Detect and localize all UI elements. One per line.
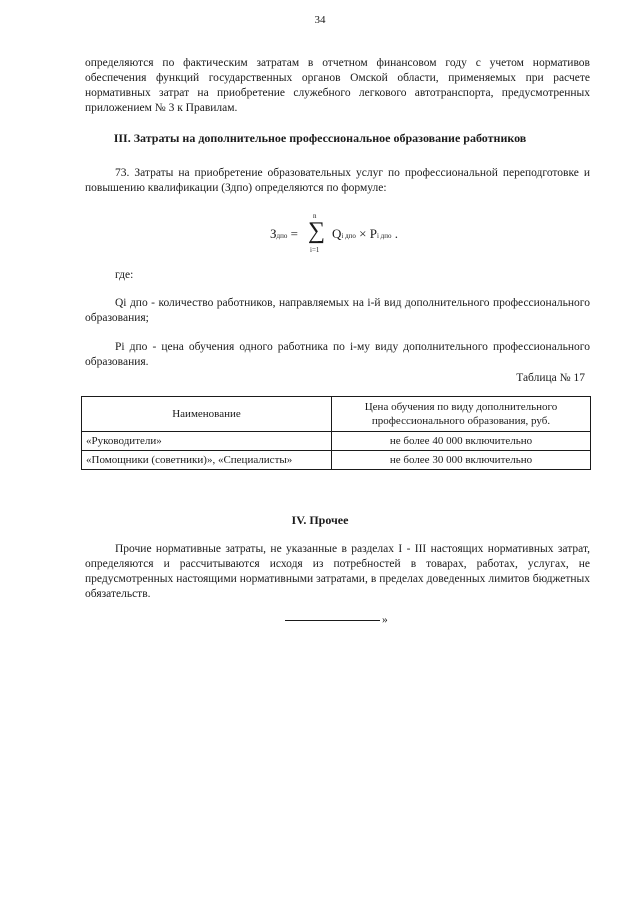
section-3-heading: III. Затраты на дополнительное профессиональное образование работников (113, 131, 527, 145)
formula-p-symbol: P (369, 226, 377, 241)
table-caption: Таблица № 17 (516, 372, 585, 384)
table-header-price: Цена обучения по виду дополнительного профессионального образования, руб. (332, 397, 591, 432)
definition-q: Qi дпо - количество работников, направляемых на i-й вид дополнительного профессионального образования; (85, 297, 590, 324)
closing-quote: » (382, 614, 388, 626)
table-cell-price: не более 30 000 включительно (332, 451, 591, 470)
where-label: где: (115, 269, 134, 281)
formula-q-subscript: i дпо (341, 232, 356, 240)
formula-sum-upper-limit: n (313, 212, 317, 220)
table-header-name: Наименование (82, 397, 332, 432)
formula-period: . (394, 226, 398, 241)
table-row (82, 451, 591, 470)
definition-p: Pi дпо - цена обучения одного работника по i-му виду дополнительного профессионального образования. (85, 341, 590, 368)
formula-lhs-symbol: З (270, 226, 277, 241)
formula-q-symbol: Q (332, 226, 342, 241)
table-row (82, 432, 591, 451)
intro-paragraph: определяются по фактическим затратам в отчетном финансовом году с учетом нормативов обеспечения функций государственных органов Омской области, применяемых при расчете нормативных затрат на приобретение служебного легкового автотранспорта, предусмотренных приложением № 3 к Правилам. (85, 57, 590, 114)
formula-p-subscript: i дпо (376, 232, 392, 240)
formula-rhs (332, 226, 398, 242)
cost-formula (270, 212, 470, 262)
formula-equals: = (290, 226, 298, 241)
section-4-heading: IV. Прочее (291, 513, 349, 527)
page-number: 34 (314, 14, 326, 26)
table-cell-category: «Помощники (советники)», «Специалисты» (82, 451, 332, 470)
closing-line (285, 614, 388, 626)
formula-times: × (359, 226, 367, 241)
table-cell-category: «Руководители» (82, 432, 332, 451)
table-cell-price: не более 40 000 включительно (332, 432, 591, 451)
closing-rule (285, 620, 380, 621)
training-cost-table (81, 396, 591, 470)
formula-sum-lower-limit: i=1 (310, 246, 320, 254)
paragraph-73: 73. Затраты на приобретение образовательных услуг по профессиональной переподготовке и повышению квалификации (Здпо) определяются по формуле: (85, 167, 590, 194)
formula-lhs (270, 226, 298, 242)
section-4-paragraph: Прочие нормативные затраты, не указанные в разделах I - III настоящих нормативных затрат, определяются и рассчитываются исходя из потребностей в товарах, работах, услугах, не предусмотренных настоящими нормативными затратами, в пределах доведенных лимитов бюджетных обязательств. (85, 543, 590, 600)
table-header-row (82, 397, 591, 432)
formula-lhs-subscript: дпо (276, 232, 288, 240)
formula-sum-sign: ∑ (308, 218, 326, 244)
